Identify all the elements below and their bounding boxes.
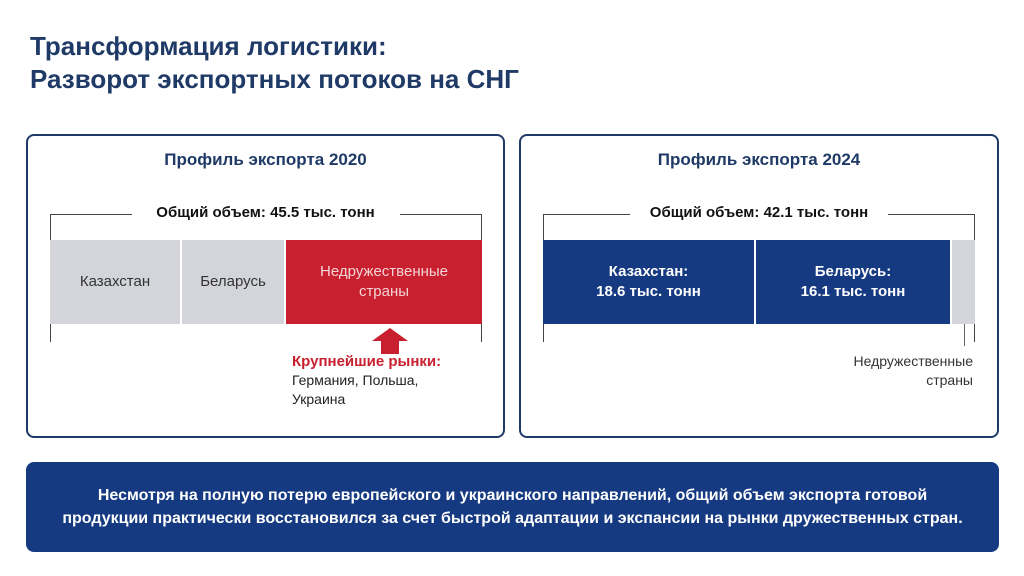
segment-label: Казахстан: [608,263,689,280]
bar-segment-unfriendly-2020 [284,240,482,324]
total-volume-2024: Общий объем: 42.1 тыс. тонн [649,204,869,221]
bar-segment-kazakhstan-2020 [50,240,180,324]
largest-markets-heading: Крупнейшие рынки: [292,353,442,370]
summary-banner [26,462,999,552]
summary-text: Несмотря на полную потерю европейского и украинского направлений, общий объем экспорта готовой продукции практически восстановился за счет быстрой адаптации и экспансии на рынки дружественных стран. [62,487,963,527]
segment-label: Беларусь: [814,263,892,280]
segment-label: Казахстан [79,273,151,290]
unfriendly-countries-label-2024: Недружественные страны [853,353,973,388]
largest-markets-list: Германия, Польша, Украина [292,372,419,407]
segment-label: Беларусь [200,273,266,290]
total-volume-2020: Общий объем: 45.5 тыс. тонн [156,204,375,221]
segment-value: 16.1 тыс. тонн [800,283,906,300]
panel-title-2020: Профиль экспорта 2020 [164,150,367,169]
title-line-1: Трансформация логистики: [30,31,387,61]
arrow-up-icon [372,328,408,354]
largest-markets-annotation [292,352,472,409]
unfriendly-callout-line [964,324,965,346]
export-bar-2024 [543,240,975,324]
panel-title-2024: Профиль экспорта 2024 [657,150,861,169]
export-bar-2020 [50,240,482,324]
bar-segment-unfriendly-2024 [950,240,975,324]
segment-label: Недружественные страны [319,263,449,300]
export-profile-2024-panel [519,134,999,438]
title-line-2: Разворот экспортных потоков на СНГ [30,64,519,94]
segment-value: 18.6 тыс. тонн [596,283,701,300]
bar-segment-belarus-2024 [754,240,950,324]
bar-segment-belarus-2020 [180,240,284,324]
page-title [30,30,519,96]
export-profile-2020-panel [26,134,505,438]
bar-segment-kazakhstan-2024 [543,240,754,324]
